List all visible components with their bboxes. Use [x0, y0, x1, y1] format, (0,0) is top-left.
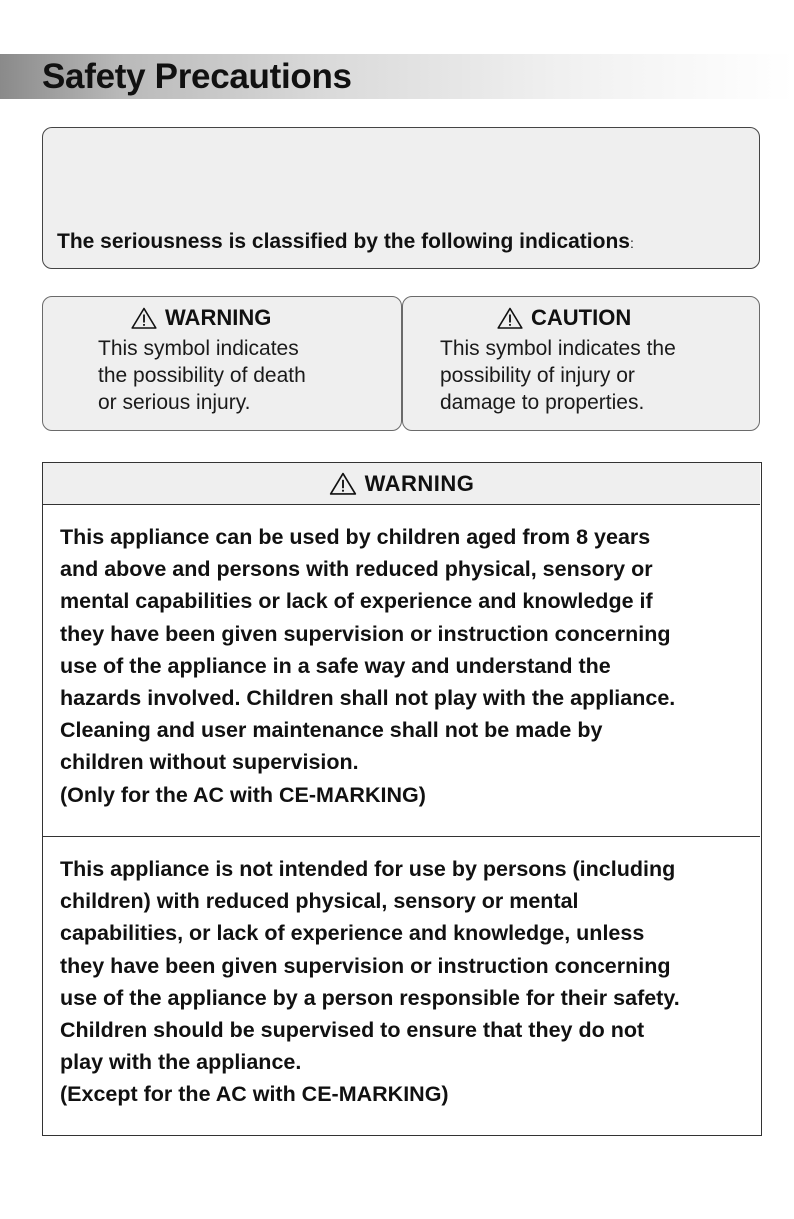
paragraph-line: capabilities, or lack of experience and knowledge, unless [60, 921, 645, 946]
caution-indication-title: CAUTION [531, 305, 632, 330]
warning-table [42, 462, 762, 1136]
warning-table-header [43, 463, 760, 505]
warning-indication-description [98, 335, 306, 416]
paragraph-line: (Only for the AC with CE-MARKING) [60, 782, 426, 807]
warning-indication-heading [131, 304, 271, 332]
table-row-divider [43, 836, 760, 837]
intro-box [42, 127, 760, 269]
page-title: Safety Precautions [42, 57, 352, 96]
paragraph-line: Children should be supervised to ensure that they do not [60, 1018, 645, 1043]
warning-triangle-icon [497, 307, 523, 329]
warning-indication-line: the possibility of death [98, 364, 306, 387]
paragraph-line: play with the appliance. [60, 1050, 302, 1075]
warning-indication-title: WARNING [165, 305, 272, 330]
warning-triangle-icon [329, 472, 357, 495]
caution-indication-box [402, 296, 760, 431]
caution-indication-line: damage to properties. [440, 391, 645, 414]
paragraph-line: use of the appliance in a safe way and understand the [60, 653, 611, 678]
paragraph-line: children without supervision. [60, 750, 359, 775]
warning-indication-line: This symbol indicates [98, 337, 299, 360]
warning-indication-box [42, 296, 402, 431]
warning-triangle-icon [131, 307, 157, 329]
caution-indication-heading [497, 304, 631, 332]
warning-indication-line: or serious injury. [98, 391, 251, 414]
warning-table-title: WARNING [364, 470, 475, 496]
paragraph-line: Cleaning and user maintenance shall not be made by [60, 718, 603, 743]
warning-paragraph-ce [60, 521, 675, 811]
warning-paragraph-non-ce [60, 853, 680, 1111]
paragraph-line: mental capabilities or lack of experience and knowledge if [60, 589, 653, 614]
paragraph-line: hazards involved. Children shall not play with the appliance. [60, 686, 676, 711]
intro-text [57, 228, 634, 257]
paragraph-line: This appliance is not intended for use by persons (including [60, 857, 676, 881]
paragraph-line: This appliance can be used by children aged from 8 years [60, 525, 651, 549]
paragraph-line: use of the appliance by a person responsible for their safety. [60, 985, 680, 1010]
caution-indication-line: possibility of injury or [440, 364, 635, 387]
intro-sentence: The seriousness is classified by the following indications [57, 230, 630, 253]
paragraph-line: children) with reduced physical, sensory or mental [60, 889, 579, 914]
intro-colon: : [629, 235, 634, 251]
paragraph-line: and above and persons with reduced physical, sensory or [60, 557, 653, 582]
paragraph-line: (Except for the AC with CE-MARKING) [60, 1082, 449, 1107]
paragraph-line: they have been given supervision or instruction concerning [60, 621, 671, 646]
caution-indication-description [440, 335, 676, 416]
caution-indication-line: This symbol indicates the [440, 337, 676, 360]
paragraph-line: they have been given supervision or instruction concerning [60, 953, 671, 978]
